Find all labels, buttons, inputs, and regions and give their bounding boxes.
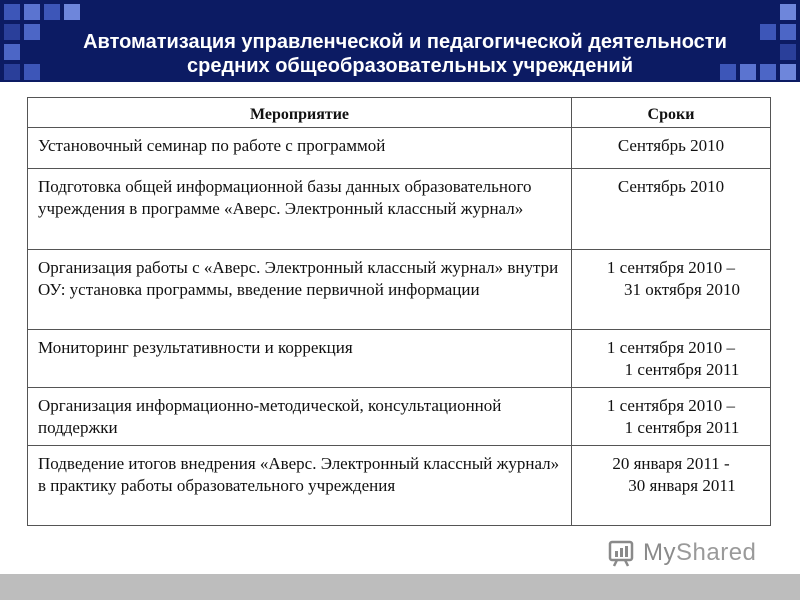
term-cell — [572, 330, 771, 388]
activity-cell: Организация работы с «Аверс. Электронный классный журнал» внутри ОУ: установка программы, введение первичной информации — [28, 250, 572, 330]
slide-header — [0, 0, 800, 82]
table-row — [28, 169, 771, 250]
term-line: 1 сентября 2011 — [624, 360, 740, 379]
activity-cell: Мониторинг результативности и коррекция — [28, 330, 572, 388]
slide-title — [0, 30, 800, 78]
slide-title-line2: средних общеобразовательных учреждений — [187, 55, 633, 77]
wordmark-my: My — [643, 539, 676, 566]
schedule-table — [27, 97, 771, 526]
decor-square — [24, 4, 40, 20]
activity-cell: Организация информационно-методической, консультационной поддержки — [28, 388, 572, 446]
slide-title-line1: Автоматизация управленческой и педагогической деятельности — [83, 31, 727, 53]
table-row — [28, 446, 771, 526]
header-activity: Мероприятие — [28, 98, 572, 128]
myshared-watermark — [607, 538, 756, 568]
myshared-logo-icon — [607, 538, 637, 568]
term-cell — [572, 169, 771, 250]
myshared-wordmark — [643, 539, 756, 567]
term-line: 20 января 2011 - — [612, 454, 730, 473]
decor-square — [780, 4, 796, 20]
term-cell — [572, 128, 771, 169]
term-line: 31 октября 2010 — [623, 280, 741, 299]
term-cell — [572, 250, 771, 330]
bottom-bar — [0, 574, 800, 600]
term-line: 1 сентября 2011 — [624, 418, 740, 437]
header-term: Сроки — [572, 98, 771, 128]
decor-square — [4, 4, 20, 20]
decor-square — [44, 4, 60, 20]
table-row — [28, 330, 771, 388]
table-row — [28, 128, 771, 169]
activity-cell: Подготовка общей информационной базы данных образовательного учреждения в программе «Аверс. Электронный классный журнал» — [28, 169, 572, 250]
activity-cell: Установочный семинар по работе с программой — [28, 128, 572, 169]
activity-cell: Подведение итогов внедрения «Аверс. Электронный классный журнал» в практику работы образовательного учреждения — [28, 446, 572, 526]
table-header-row — [28, 98, 771, 128]
table-row — [28, 250, 771, 330]
term-cell — [572, 446, 771, 526]
term-line: 1 сентября 2010 – — [606, 258, 736, 277]
term-cell — [572, 388, 771, 446]
term-line: Сентябрь 2010 — [617, 136, 725, 155]
term-line: Сентябрь 2010 — [617, 177, 725, 196]
wordmark-shared: Shared — [676, 539, 757, 566]
table-row — [28, 388, 771, 446]
decor-square — [64, 4, 80, 20]
term-line: 1 сентября 2010 – — [606, 338, 736, 357]
term-line: 30 января 2011 — [628, 476, 736, 495]
term-line: 1 сентября 2010 – — [606, 396, 736, 415]
